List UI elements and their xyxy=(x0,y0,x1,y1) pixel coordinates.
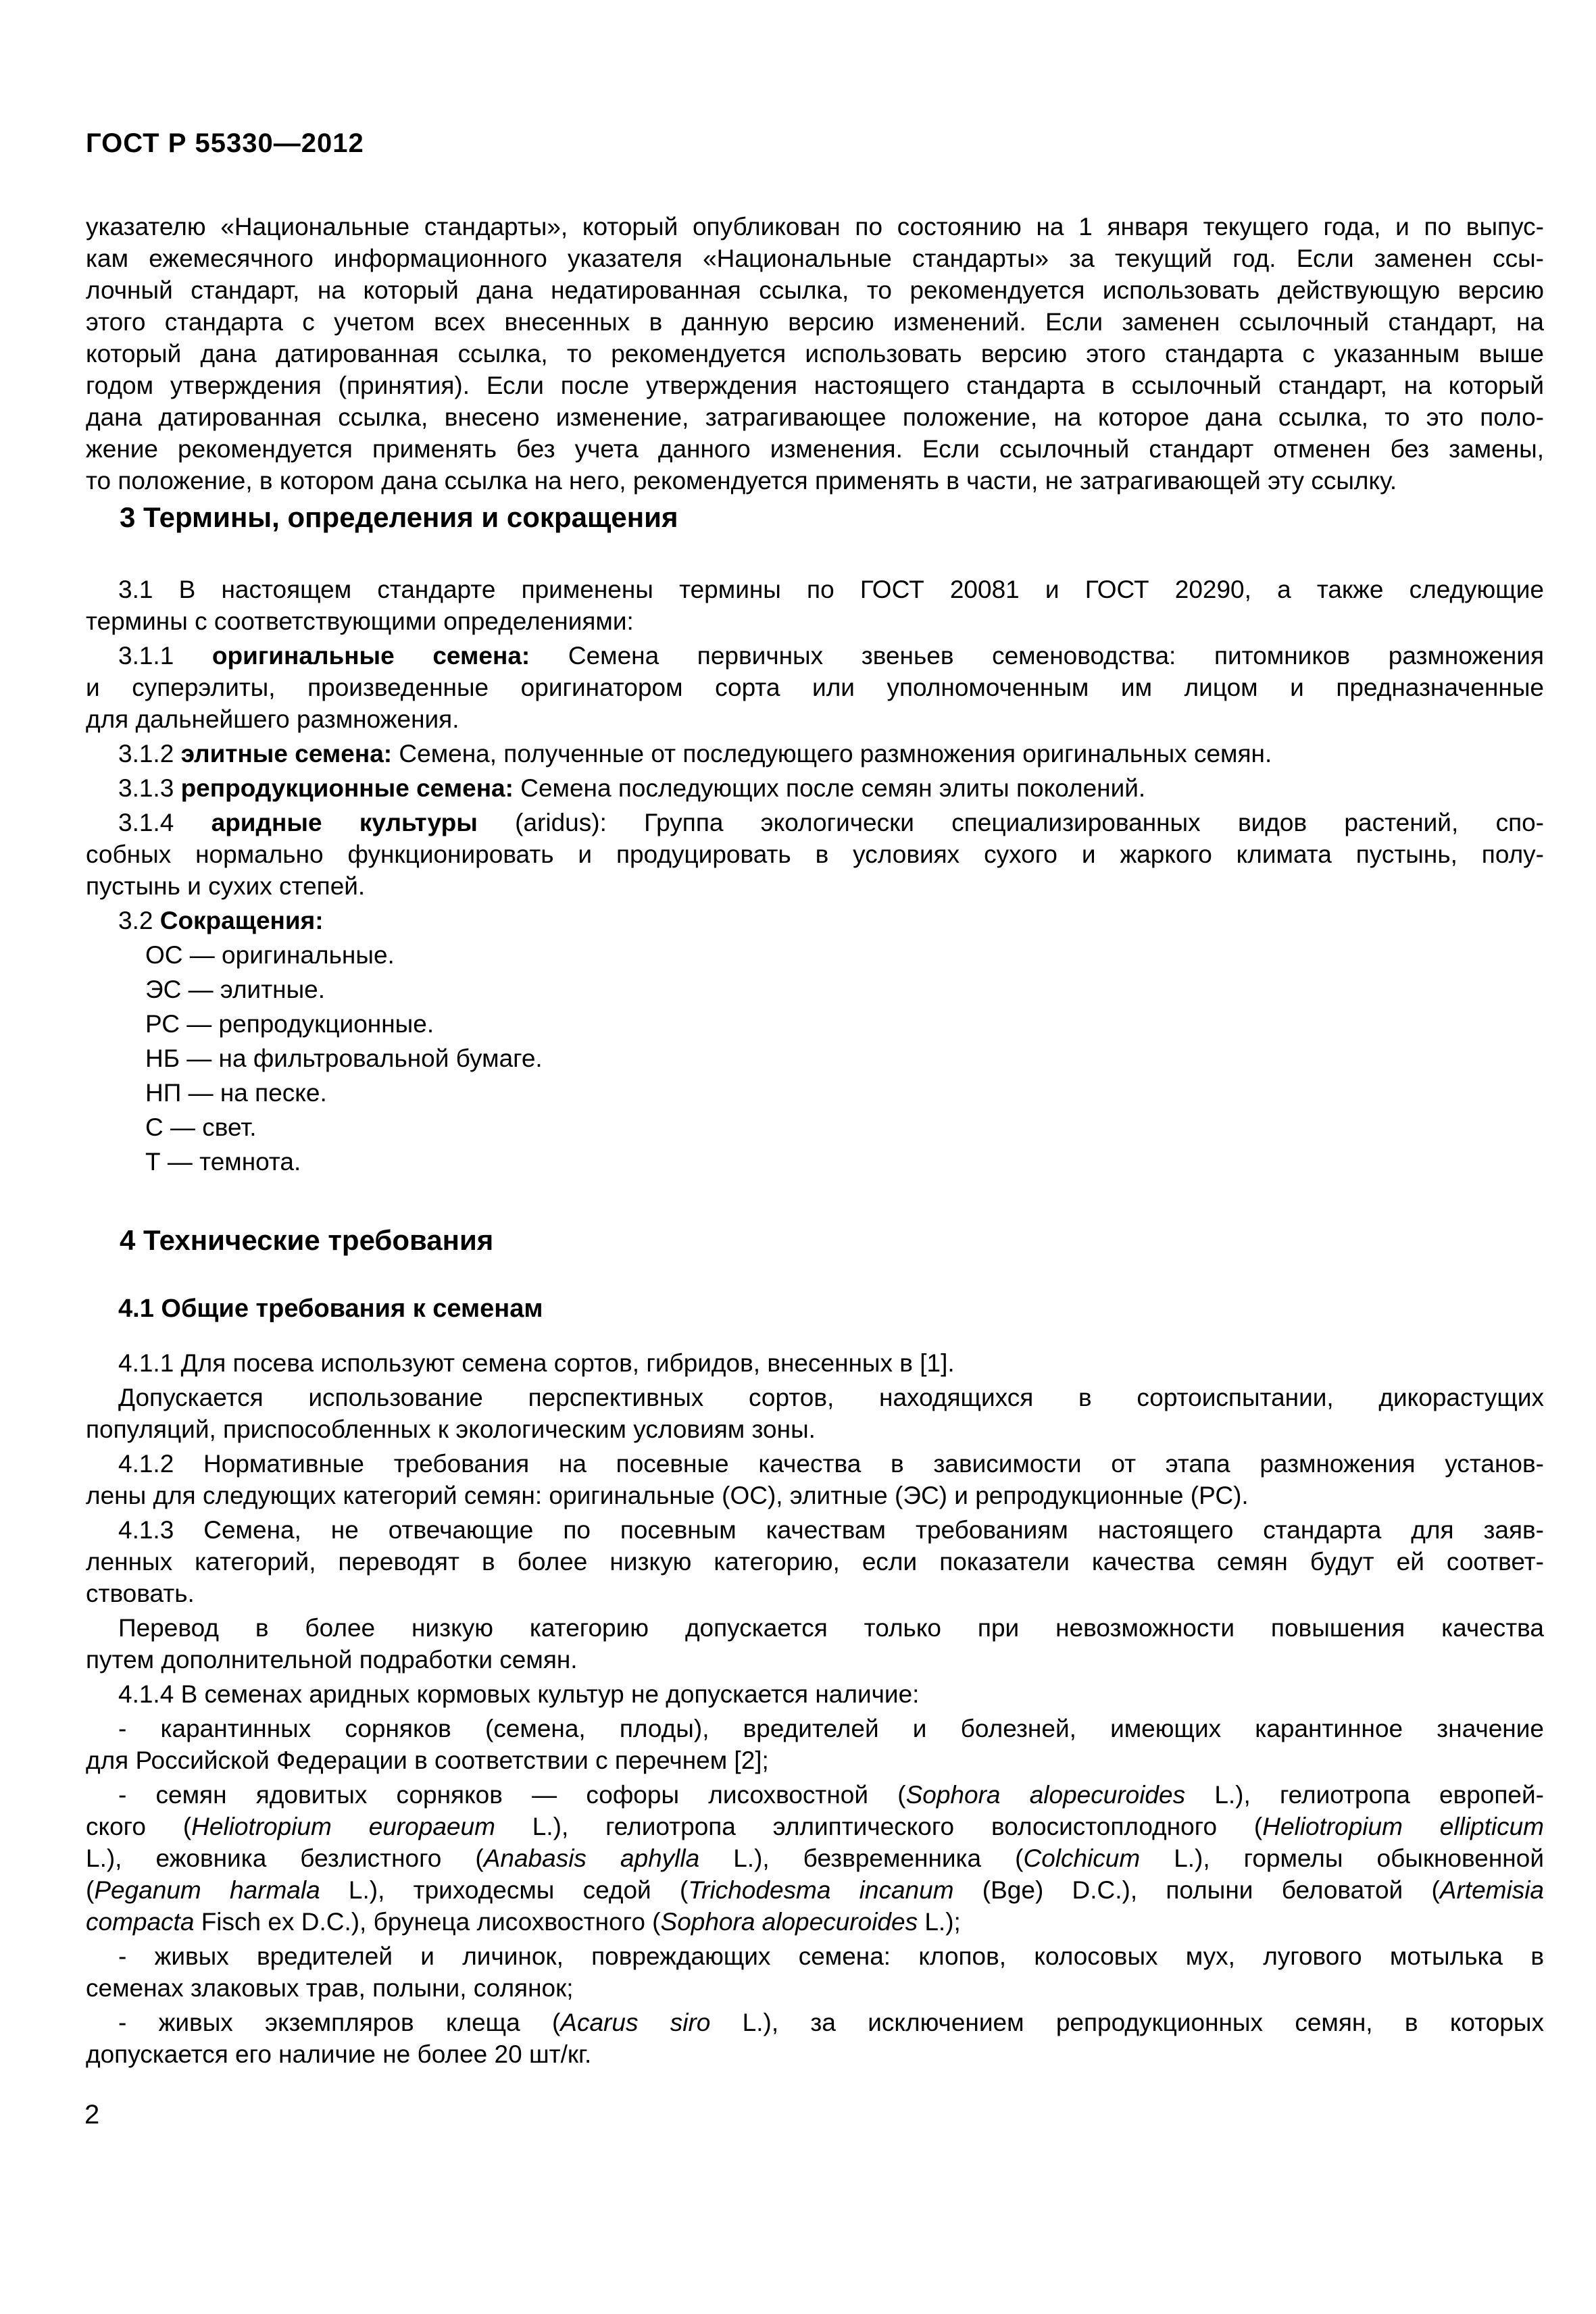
text-line: для дальнейшего размножения. xyxy=(86,705,459,733)
text-line: НП — на песке. xyxy=(145,1079,327,1107)
text-line: 3.1.2 элитные семена: Семена, полученные от последующего размножения оригинальных семян. xyxy=(118,740,1272,768)
text-line: 3.2 Сокращения: xyxy=(118,907,324,934)
text-line: 4.1.3 Семена, не отвечающие по посевным качествам требованиям настоящего стандарта для заяв- xyxy=(118,1516,1544,1544)
text-line: жение рекомендуется применять без учета данного изменения. Если ссылочный стандарт отменен без замены, xyxy=(86,435,1544,463)
page-number: 2 xyxy=(84,2100,100,2130)
text-line: допускается его наличие не более 20 шт/кг. xyxy=(86,2040,592,2068)
clause-4-1-3-note xyxy=(86,1612,1544,1676)
abbr-np xyxy=(86,1077,1544,1109)
text-line: - живых экземпляров клеща (Acarus siro L.), за исключением репродукционных семян, в которых xyxy=(118,2009,1544,2036)
clause-4-1-3 xyxy=(86,1514,1544,1609)
text-line: 4 Технические требования xyxy=(120,1224,494,1256)
text-line: ленных категорий, переводят в более низкую категорию, если показатели качества семян будут ей соответ- xyxy=(86,1548,1544,1576)
text-line: для Российской Федерации в соответствии с перечнем [2]; xyxy=(86,1746,769,1774)
text-line: 3.1.1 оригинальные семена: Семена первичных звеньев семеноводства: питомников размножения xyxy=(118,642,1544,670)
text-line: то положение, в котором дана ссылка на него, рекомендуется применять в части, не затрагивающей эту ссылку. xyxy=(86,467,1397,495)
text-line: который дана датированная ссылка, то рекомендуется использовать версию этого стандарта с указанным выше xyxy=(86,340,1544,368)
text-line: Перевод в более низкую категорию допускается только при невозможности повышения качества xyxy=(118,1614,1544,1642)
bullet-quarantine-weeds xyxy=(86,1713,1544,1776)
text-line: L.), ежовника безлистного (Anabasis aphylla L.), безвременника (Colchicum L.), гормелы обыкновенной xyxy=(86,1844,1544,1872)
clause-4-1-2 xyxy=(86,1448,1544,1511)
clause-4-1-1 xyxy=(86,1347,1544,1379)
abbr-nb xyxy=(86,1042,1544,1074)
text-line: путем дополнительной подработки семян. xyxy=(86,1646,578,1674)
text-line: семенах злаковых трав, полыни, солянок; xyxy=(86,1974,574,2002)
text-line: указателю «Национальные стандарты», который опубликован по состоянию на 1 января текущего года, и по выпус- xyxy=(86,213,1544,241)
clause-3-1 xyxy=(86,574,1544,637)
text-line: ствовать. xyxy=(86,1580,195,1607)
clause-4-1-4 xyxy=(86,1678,1544,1710)
term-3-1-4 xyxy=(86,807,1544,902)
text-line: лочный стандарт, на который дана недатированная ссылка, то рекомендуется использовать действующую версию xyxy=(86,276,1544,304)
abbr-es xyxy=(86,974,1544,1005)
text-line: (Peganum harmala L.), триходесмы седой (Trichodesma incanum (Bge) D.C.), полыни беловатой (Artemisia xyxy=(86,1876,1544,1904)
text-line: термины с соответствующими определениями: xyxy=(86,607,634,635)
section-3-heading xyxy=(86,499,1544,536)
text-line: Т — темнота. xyxy=(145,1148,301,1176)
text-line: 3.1.3 репродукционные семена: Семена последующих после семян элиты поколений. xyxy=(118,774,1146,802)
text-line: compacta Fisch ex D.C.), брунеца лисохвостного (Sophora alopecuroides L.); xyxy=(86,1908,961,1936)
term-3-1-3 xyxy=(86,772,1544,804)
term-3-1-1 xyxy=(86,640,1544,735)
text-line: РС — репродукционные. xyxy=(145,1010,434,1038)
text-line: популяций, приспособленных к экологическим условиям зоны. xyxy=(86,1415,816,1443)
text-line: годом утверждения (принятия). Если после утверждения настоящего стандарта в ссылочный стандарт, на который xyxy=(86,372,1544,399)
text-line: 4.1.1 Для посева используют семена сортов, гибридов, внесенных в [1]. xyxy=(118,1349,955,1377)
bullet-poisonous-weeds xyxy=(86,1779,1544,1938)
clause-3-2 xyxy=(86,905,1544,936)
clause-4-1-heading xyxy=(86,1293,1544,1325)
text-line: кам ежемесячного информационного указателя «Национальные стандарты» за текущий год. Если заменен ссы- xyxy=(86,245,1544,272)
text-line: лены для следующих категорий семян: оригинальные (ОС), элитные (ЭС) и репродукционные (РС). xyxy=(86,1482,1249,1509)
clause-4-1-1-note xyxy=(86,1382,1544,1445)
text-line: 3 Термины, определения и сокращения xyxy=(120,501,678,533)
text-line: 4.1.4 В семенах аридных кормовых культур не допускается наличие: xyxy=(118,1680,920,1708)
abbr-s xyxy=(86,1111,1544,1143)
abbr-t xyxy=(86,1146,1544,1178)
text-line: - семян ядовитых сорняков — софоры лисохвостной (Sophora alopecuroides L.), гелиотропа европей- xyxy=(118,1781,1544,1809)
intro-paragraph xyxy=(86,211,1544,497)
text-line: 3.1.4 аридные культуры (aridus): Группа экологически специализированных видов растений, спо- xyxy=(118,809,1545,836)
text-line: 3.1 В настоящем стандарте применены термины по ГОСТ 20081 и ГОСТ 20290, а также следующие xyxy=(118,576,1544,603)
text-line: дана датированная ссылка, внесено изменение, затрагивающее положение, на которое дана ссылка, то это поло- xyxy=(86,403,1544,431)
abbr-rs xyxy=(86,1008,1544,1040)
text-line: и суперэлиты, произведенные оригинатором сорта или уполномоченным им лицом и предназначенные xyxy=(86,674,1544,701)
text-line: пустынь и сухих степей. xyxy=(86,872,366,900)
section-4-heading xyxy=(86,1222,1544,1259)
abbr-os xyxy=(86,939,1544,971)
document-content xyxy=(86,128,1544,2070)
text-line: - карантинных сорняков (семена, плоды), вредителей и болезней, имеющих карантинное значение xyxy=(118,1715,1544,1742)
text-line: - живых вредителей и личинок, повреждающих семена: клопов, колосовых мух, лугового мотылька в xyxy=(118,1942,1544,1970)
text-line: ского (Heliotropium europaeum L.), гелиотропа эллиптического волосистоплодного (Heliotropium ellipticum xyxy=(86,1813,1544,1840)
document-body xyxy=(86,211,1544,2070)
text-line: НБ — на фильтровальной бумаге. xyxy=(145,1045,543,1072)
text-line: этого стандарта с учетом всех внесенных в данную версию изменений. Если заменен ссылочный стандарт, на xyxy=(86,308,1544,336)
bullet-mites xyxy=(86,2007,1544,2070)
text-line: Допускается использование перспективных сортов, находящихся в сортоиспытании, дикорастущих xyxy=(118,1384,1544,1411)
text-line: ОС — оригинальные. xyxy=(145,941,395,969)
text-line: ЭС — элитные. xyxy=(145,976,326,1003)
text-line: 4.1.2 Нормативные требования на посевные качества в зависимости от этапа размножения установ- xyxy=(118,1450,1544,1478)
text-line: С — свет. xyxy=(145,1113,257,1141)
text-line: собных нормально функционировать и продуцировать в условиях сухого и жаркого климата пустынь, полу- xyxy=(86,840,1544,868)
document-header-standard-number: ГОСТ Р 55330—2012 xyxy=(86,128,364,158)
term-3-1-2 xyxy=(86,738,1544,770)
text-line: 4.1 Общие требования к семенам xyxy=(118,1294,543,1323)
bullet-live-pests xyxy=(86,1940,1544,2004)
